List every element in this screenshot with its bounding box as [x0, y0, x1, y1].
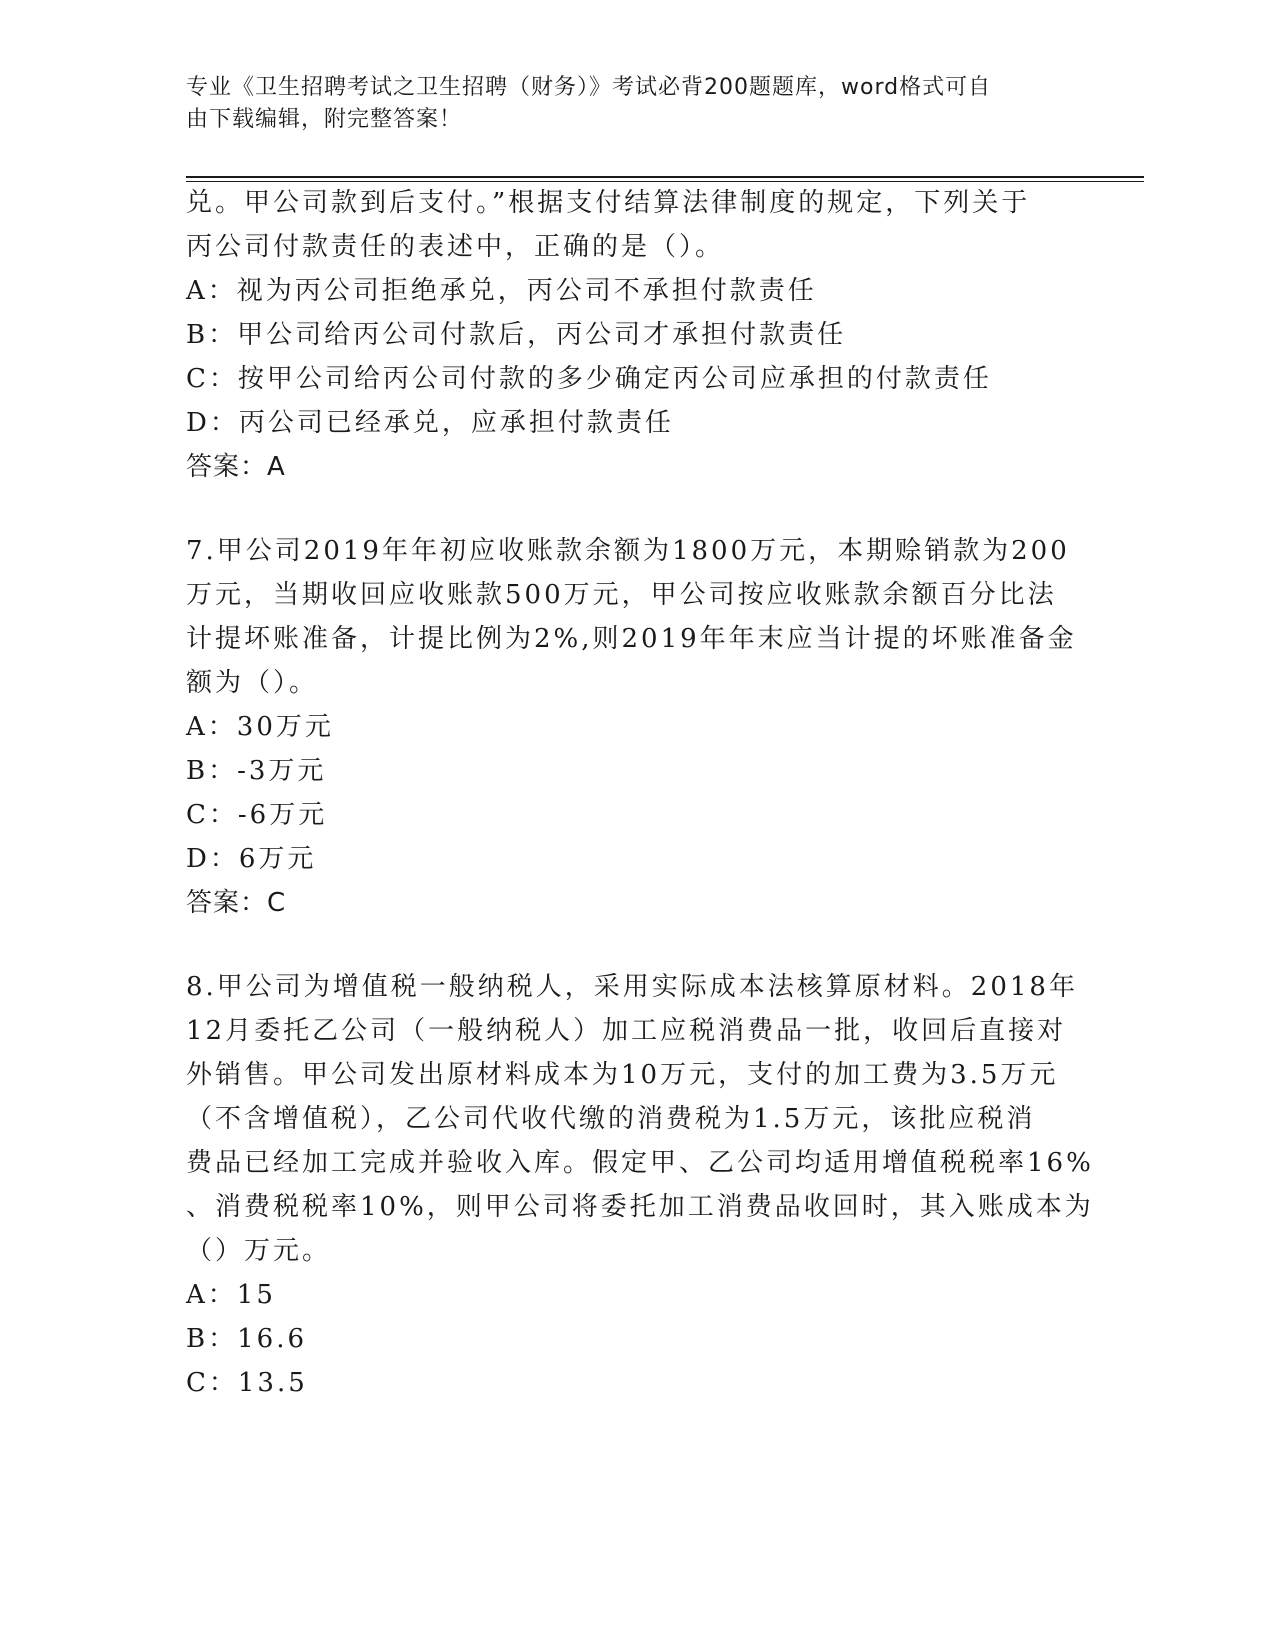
answer-label: 答案：C [186, 888, 287, 918]
question-stem-line: 费品已经加工完成并验收入库。假定甲、乙公司均适用增值税税率16% [186, 1148, 1094, 1178]
question-stem-line: 12月委托乙公司（一般纳税人）加工应税消费品一批，收回后直接对 [186, 1016, 1067, 1046]
header-line-1: 专业《卫生招聘考试之卫生招聘（财务）》考试必背200题题库，word格式可自 [186, 75, 992, 100]
question-stem-line: （不含增值税），乙公司代收代缴的消费税为1.5万元，该批应税消 [186, 1104, 1036, 1134]
option-d: D：6万元 [186, 844, 317, 874]
question-stem-line: 额为（）。 [186, 668, 319, 698]
question-stem-line: 8.甲公司为增值税一般纳税人，采用实际成本法核算原材料。2018年 [186, 972, 1078, 1002]
option-b: B：甲公司给丙公司付款后，丙公司才承担付款责任 [186, 320, 847, 350]
header-rule-thick [186, 176, 1144, 178]
question-stem-line: 兑。甲公司款到后支付。”根据支付结算法律制度的规定，下列关于 [186, 188, 1031, 218]
question-stem-line: 丙公司付款责任的表述中，正确的是（）。 [186, 232, 725, 262]
page-header [186, 72, 1066, 136]
question-stem-line: 计提坏账准备，计提比例为2%,则2019年年末应当计提的坏账准备金 [186, 624, 1077, 654]
question-stem-line: 、消费税税率10%，则甲公司将委托加工消费品收回时，其入账成本为 [186, 1192, 1094, 1222]
option-a: A：视为丙公司拒绝承兑，丙公司不承担付款责任 [186, 276, 817, 306]
header-line-2: 由下载编辑，附完整答案！ [186, 107, 463, 132]
option-c: C：按甲公司给丙公司付款的多少确定丙公司应承担的付款责任 [186, 364, 992, 394]
option-b: B：16.6 [186, 1324, 307, 1354]
question-stem-line: （）万元。 [186, 1236, 332, 1266]
option-c: C：-6万元 [186, 800, 328, 830]
option-a: A：30万元 [186, 712, 334, 742]
question-stem-line: 7.甲公司2019年年初应收账款余额为1800万元，本期赊销款为200 [186, 536, 1070, 566]
option-c: C：13.5 [186, 1368, 308, 1398]
option-b: B：-3万元 [186, 756, 327, 786]
answer-label: 答案：A [186, 452, 286, 482]
question-stem-line: 外销售。甲公司发出原材料成本为10万元，支付的加工费为3.5万元 [186, 1060, 1059, 1090]
question-stem-line: 万元，当期收回应收账款500万元，甲公司按应收账款余额百分比法 [186, 580, 1057, 610]
option-d: D：丙公司已经承兑，应承担付款责任 [186, 408, 674, 438]
option-a: A：15 [186, 1280, 276, 1310]
